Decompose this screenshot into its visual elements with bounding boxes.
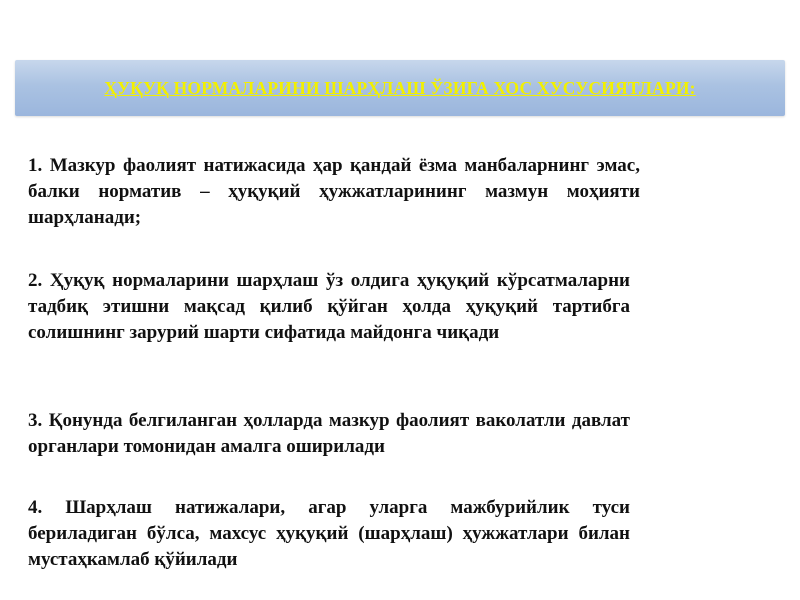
point-1: 1. Мазкур фаолият натижасида ҳар қандай ёзма манбаларнинг эмас, балки норматив – ҳуқуқий ҳужжатларининг мазмун моҳияти шарҳланади; (28, 155, 640, 228)
point-2: 2. Ҳуқуқ нормаларини шарҳлаш ўз олдига ҳуқуқий кўрсатмаларни тадбиқ этишни мақсад қилиб қўйган ҳолда ҳуқуқий тартибга солишнинг зарурий шарти сифатида майдонга чиқади (28, 270, 630, 343)
title-banner (15, 60, 785, 116)
point-3: 3. Қонунда белгиланган ҳолларда мазкур фаолият ваколатли давлат органлари томонидан амалга оширилади (28, 410, 630, 457)
slide-title: ҲУҚУҚ НОРМАЛАРИНИ ШАРҲЛАШ ЎЗИГА ХОС ХУСУСИЯТЛАРИ: (104, 77, 696, 98)
point-4: 4. Шарҳлаш натижалари, агар уларга мажбурийлик туси бериладиган бўлса, махсус ҳуқуқий (шарҳлаш) ҳужжатлари билан мустаҳкамлаб қўйилади (28, 497, 630, 570)
